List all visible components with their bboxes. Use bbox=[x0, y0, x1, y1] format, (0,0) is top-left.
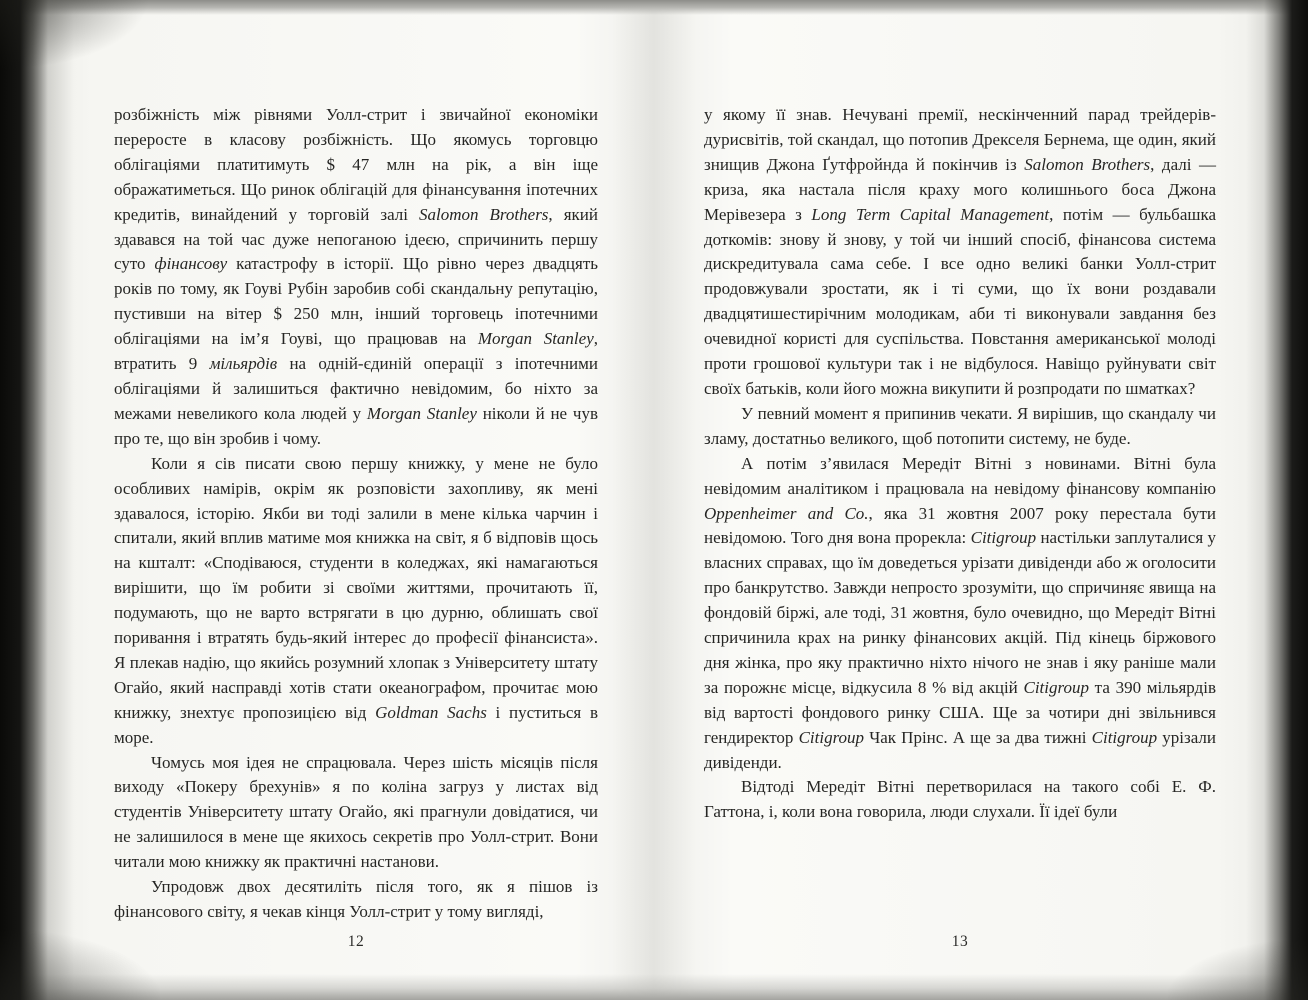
text-run: катастрофу в історії. Що рівно через двадцять років по тому, як Гоуві Рубін заробив собі скандальну репутацію, пустивши на вітер $ 250 млн, інший торговець іпотечними облігаціями на ім’я Гоуві, що працював на bbox=[114, 254, 598, 349]
text-run: , далі — криза, яка настала після краху мого колишнього боса Джона Мерівезера з bbox=[704, 154, 1216, 224]
page-number-left: 12 bbox=[347, 933, 365, 950]
italic-run: Citigroup bbox=[1091, 727, 1158, 747]
paragraph bbox=[114, 875, 598, 925]
text-run: на одній-єдиній операції з іпотечними облігаціями й залишиться фактично невідомим, бо ніхто за межами невеликого кола людей у bbox=[114, 354, 599, 423]
italic-run: мільярдів bbox=[209, 354, 278, 374]
paragraph bbox=[114, 751, 598, 876]
text-run: і пуститься в море. bbox=[114, 702, 598, 747]
paragraph bbox=[114, 103, 598, 452]
page-number-right: 13 bbox=[951, 933, 969, 950]
scan-corner-top-left bbox=[0, 0, 150, 70]
text-run: , який здавався на той час дуже непоганою ідеєю, спричинить першу суто bbox=[114, 204, 598, 274]
text-run: ніколи й не чув про те, що він зробив і чому. bbox=[114, 403, 598, 448]
text-run: у якому її знав. Нечувані премії, нескінченний парад трейдерів-дурисвітів, той скандал, що потопив Дрекселя Бернема, ще один, який знищив Джона Ґутфройнда й покінчив із bbox=[704, 105, 1216, 174]
text-run: Коли я сів писати свою першу книжку, у мене не було особливих намірів, окрім як розповісти захопливу, як мені здавалося, історію. Якби ви тоді залили в мене кілька чарчин і спитали, який вплив матиме моя книжка на світ, я б відповів щось на кшталт: «Сподіваюся, студенти в коледжах, які намагаються вирішити, що їм робити зі своїми життями, прочитають її, подумають, що не варто встрягати в цю дурню, облишать свої поривання і втратять будь-який інтерес до професії фінансиста». Я плекав надію, що якийсь розумний хлопак з Університету штату Огайо, який насправді хотів стати океанографом, прочитає мою книжку, знехтує пропозицією від bbox=[114, 453, 598, 722]
text-run: Відтоді Мередіт Вітні перетворилася на такого собі Е. Ф. Гаттона, і, коли вона говорила, люди слухали. Її ідеї були bbox=[704, 777, 1216, 822]
scan-edge-left bbox=[0, 0, 74, 1000]
text-run: А потім з’явилася Мередіт Вітні з новинами. Вітні була невідомим аналітиком і працювала на невідому фінансову компанію bbox=[704, 453, 1216, 498]
paragraph bbox=[704, 402, 1216, 452]
italic-run: Oppenheimer and Co. bbox=[704, 503, 869, 523]
text-run: Чак Прінс. А ще за два тижні bbox=[864, 727, 1092, 747]
text-run: У певний момент я припинив чекати. Я вирішив, що скандалу чи зламу, достатньо великого, щоб потопити систему, не буде. bbox=[704, 403, 1216, 448]
text-run: Чомусь моя ідея не спрацювала. Через шість місяців після виходу «Покеру брехунів» я по коліна загруз у листах від студентів Університету штату Огайо, які прагнули довідатися, чи не залишилося в мене ще якихось секретів про Уолл-стрит. Вони читали мою книжку як практичні настанови. bbox=[114, 752, 598, 872]
italic-run: Morgan Stanley bbox=[366, 403, 477, 423]
page-gutter-shadow bbox=[612, 0, 696, 1000]
text-run: настільки заплуталися у власних справах, що їм доведеться урізати дивіденди або ж оголосити про банкрутство. Завжди непросто зрозуміти, що спричиняє явища на фондовій біржі, але тоді, 31 жовтня, було очевидно, що Мередіт Вітні спричинила крах на ринку фінансових акцій. Під кінець біржового дня жінка, про яку практично ніхто нічого не знав і яку раніше мали за порожнє місце, відкусила 8 % від акцій bbox=[704, 528, 1216, 697]
text-run: , яка 31 жовтня 2007 року перестала бути невідомою. Того дня вона прорекла: bbox=[704, 503, 1216, 548]
scan-edge-top bbox=[0, 0, 1308, 15]
text-run: та 390 мільярдів від вартості фондового ринку США. Ще за чотири дні звільнився гендиректор bbox=[704, 677, 1216, 747]
scan-corner-bottom-right bbox=[1168, 940, 1308, 1000]
page-right-text bbox=[704, 103, 1216, 825]
paragraph bbox=[704, 103, 1216, 402]
text-run: урізали дивіденди. bbox=[704, 727, 1216, 772]
italic-run: Citigroup bbox=[970, 528, 1037, 548]
paragraph bbox=[704, 775, 1216, 825]
text-run: , втратить 9 bbox=[114, 329, 598, 374]
italic-run: Long Term Capital Management bbox=[811, 204, 1050, 224]
text-run: Упродовж двох десятиліть після того, як я пішов із фінансового світу, я чекав кінця Уолл-стрит у тому вигляді, bbox=[114, 877, 598, 921]
scan-edge-right bbox=[1246, 0, 1308, 1000]
paragraph bbox=[704, 452, 1216, 776]
page-left-text bbox=[114, 103, 598, 925]
text-run: , потім — бульбашка доткомів: знову й знову, у той чи інший спосіб, фінансова система дискредитувала сама себе. І все одно великі банки Уолл-стрит продовжували зростати, як і ті суми, що їх вони роздавали двадцятишестирічним молодикам, аби ті виконували завдання без очевидної користі для суспільства. Повстання американської молоді проти грошової культури так і не відбулося. Навіщо руйнувати світ своїх батьків, коли його можна викупити й розпродати по шматках? bbox=[704, 204, 1217, 398]
italic-run: фінансову bbox=[154, 254, 228, 274]
scan-corner-bottom-left bbox=[0, 930, 160, 1000]
italic-run: Citigroup bbox=[798, 727, 865, 747]
italic-run: Salomon Brothers bbox=[419, 204, 549, 224]
paragraph bbox=[114, 452, 598, 751]
italic-run: Goldman Sachs bbox=[375, 702, 487, 722]
italic-run: Morgan Stanley bbox=[477, 329, 594, 349]
italic-run: Salomon Brothers bbox=[1024, 154, 1151, 174]
scan-edge-bottom bbox=[0, 974, 1308, 1000]
text-run: розбіжність між рівнями Уолл-стрит і звичайної економіки переросте в класову розбіжність. Що якомусь торговцю облігаціями платитимуть $ 47 млн на рік, а він іще ображатиметься. Що ринок облігацій для фінансування іпотечних кредитів, винайдений у торговій залі bbox=[114, 105, 598, 224]
italic-run: Citigroup bbox=[1023, 677, 1089, 697]
